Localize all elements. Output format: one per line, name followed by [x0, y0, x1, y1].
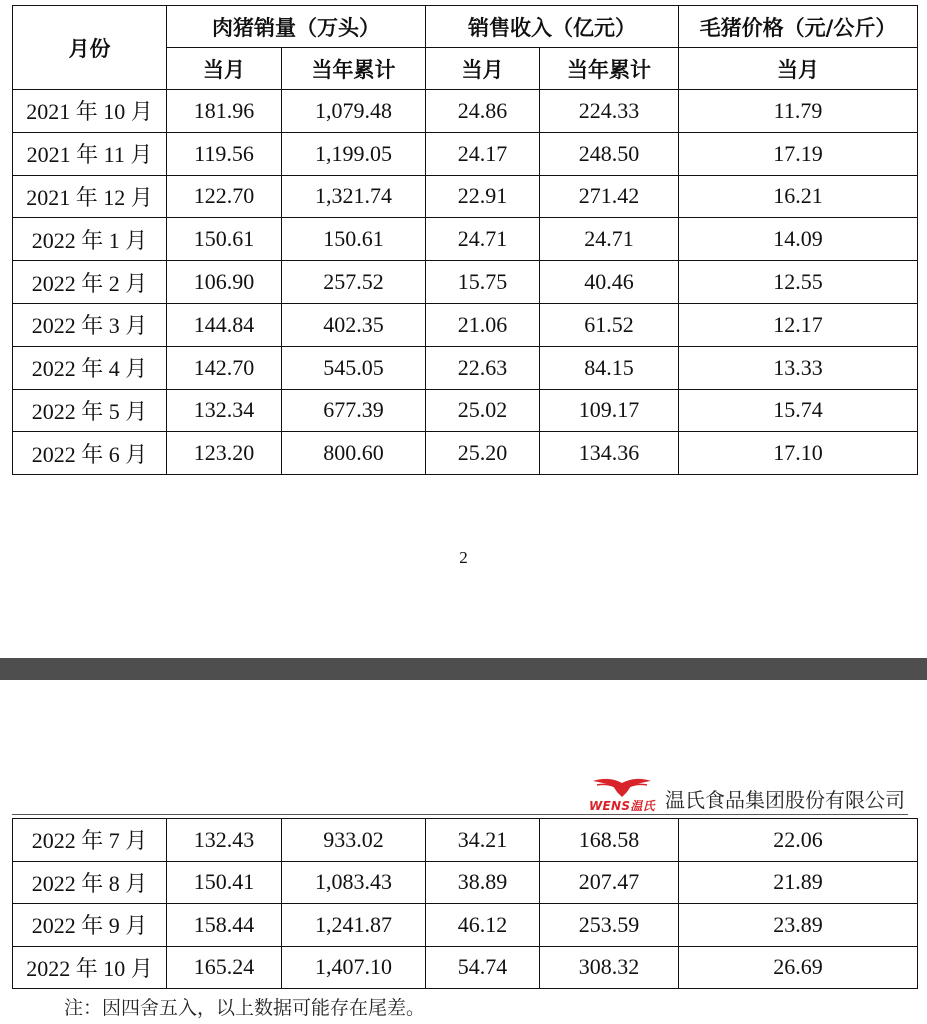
volume-ytd-cell: 1,407.10 [282, 946, 426, 989]
price-current-cell: 21.89 [679, 861, 918, 904]
month-cell: 2022 年 1 月 [13, 218, 167, 261]
price-current-cell: 14.09 [679, 218, 918, 261]
header-month: 月份 [13, 6, 167, 90]
table-row [13, 175, 918, 218]
month-cell: 2021 年 12 月 [13, 175, 167, 218]
month-cell: 2022 年 6 月 [13, 432, 167, 475]
revenue-current-cell: 25.20 [426, 432, 540, 475]
volume-current-cell: 181.96 [167, 90, 282, 133]
table-row [13, 218, 918, 261]
revenue-ytd-cell: 24.71 [540, 218, 679, 261]
volume-ytd-cell: 257.52 [282, 261, 426, 304]
volume-current-cell: 142.70 [167, 346, 282, 389]
price-current-cell: 26.69 [679, 946, 918, 989]
volume-ytd-cell: 1,321.74 [282, 175, 426, 218]
company-logo [589, 776, 655, 814]
revenue-current-cell: 24.71 [426, 218, 540, 261]
volume-ytd-cell: 545.05 [282, 346, 426, 389]
revenue-current-cell: 54.74 [426, 946, 540, 989]
volume-ytd-cell: 1,079.48 [282, 90, 426, 133]
price-current-cell: 22.06 [679, 819, 918, 862]
revenue-ytd-cell: 134.36 [540, 432, 679, 475]
header-rule [12, 814, 908, 815]
table-row [13, 90, 918, 133]
table-row [13, 389, 918, 432]
revenue-ytd-cell: 109.17 [540, 389, 679, 432]
volume-current-cell: 158.44 [167, 904, 282, 947]
price-current-cell: 15.74 [679, 389, 918, 432]
sales-table-part-1 [12, 5, 918, 475]
volume-current-cell: 150.41 [167, 861, 282, 904]
volume-ytd-cell: 150.61 [282, 218, 426, 261]
table-row [13, 346, 918, 389]
month-cell: 2021 年 11 月 [13, 132, 167, 175]
header-sales-volume: 肉猪销量（万头） [167, 6, 426, 48]
eagle-logo-icon [591, 776, 653, 798]
month-cell: 2022 年 8 月 [13, 861, 167, 904]
header-price: 毛猪价格（元/公斤） [679, 6, 918, 48]
volume-ytd-cell: 1,083.43 [282, 861, 426, 904]
revenue-current-cell: 15.75 [426, 261, 540, 304]
revenue-current-cell: 24.17 [426, 132, 540, 175]
table-row [13, 946, 918, 989]
month-cell: 2022 年 10 月 [13, 946, 167, 989]
revenue-ytd-cell: 253.59 [540, 904, 679, 947]
revenue-current-cell: 25.02 [426, 389, 540, 432]
revenue-current-cell: 46.12 [426, 904, 540, 947]
revenue-ytd-cell: 207.47 [540, 861, 679, 904]
month-cell: 2021 年 10 月 [13, 90, 167, 133]
price-current-cell: 12.55 [679, 261, 918, 304]
month-cell: 2022 年 3 月 [13, 303, 167, 346]
revenue-ytd-cell: 224.33 [540, 90, 679, 133]
revenue-ytd-cell: 84.15 [540, 346, 679, 389]
header-revenue-current-month: 当月 [426, 48, 540, 90]
footnote: 注：因四舍五入，以上数据可能存在尾差。 [64, 997, 426, 1019]
revenue-current-cell: 34.21 [426, 819, 540, 862]
price-current-cell: 17.10 [679, 432, 918, 475]
table-row [13, 261, 918, 304]
volume-ytd-cell: 933.02 [282, 819, 426, 862]
page-number: 2 [459, 548, 468, 567]
month-cell: 2022 年 2 月 [13, 261, 167, 304]
volume-ytd-cell: 402.35 [282, 303, 426, 346]
document-page-2 [0, 680, 927, 1024]
month-cell: 2022 年 7 月 [13, 819, 167, 862]
header-price-current-month: 当月 [679, 48, 918, 90]
revenue-ytd-cell: 61.52 [540, 303, 679, 346]
table-row [13, 819, 918, 862]
volume-current-cell: 144.84 [167, 303, 282, 346]
table-row [13, 904, 918, 947]
header-revenue: 销售收入（亿元） [426, 6, 679, 48]
revenue-current-cell: 22.91 [426, 175, 540, 218]
volume-current-cell: 122.70 [167, 175, 282, 218]
revenue-current-cell: 21.06 [426, 303, 540, 346]
volume-ytd-cell: 800.60 [282, 432, 426, 475]
volume-ytd-cell: 677.39 [282, 389, 426, 432]
price-current-cell: 12.17 [679, 303, 918, 346]
table-row [13, 132, 918, 175]
price-current-cell: 11.79 [679, 90, 918, 133]
company-name: 温氏食品集团股份有限公司 [665, 788, 905, 812]
volume-ytd-cell: 1,241.87 [282, 904, 426, 947]
revenue-ytd-cell: 168.58 [540, 819, 679, 862]
volume-current-cell: 119.56 [167, 132, 282, 175]
revenue-current-cell: 22.63 [426, 346, 540, 389]
revenue-ytd-cell: 271.42 [540, 175, 679, 218]
volume-current-cell: 165.24 [167, 946, 282, 989]
volume-ytd-cell: 1,199.05 [282, 132, 426, 175]
header-revenue-ytd: 当年累计 [540, 48, 679, 90]
revenue-current-cell: 38.89 [426, 861, 540, 904]
table-row [13, 861, 918, 904]
month-cell: 2022 年 5 月 [13, 389, 167, 432]
sales-table-part-2 [12, 818, 918, 989]
revenue-ytd-cell: 308.32 [540, 946, 679, 989]
revenue-current-cell: 24.86 [426, 90, 540, 133]
volume-current-cell: 150.61 [167, 218, 282, 261]
table-row [13, 432, 918, 475]
revenue-ytd-cell: 40.46 [540, 261, 679, 304]
header-volume-current-month: 当月 [167, 48, 282, 90]
price-current-cell: 23.89 [679, 904, 918, 947]
volume-current-cell: 132.34 [167, 389, 282, 432]
table-row [13, 303, 918, 346]
table-body-part-2 [13, 819, 918, 989]
header-volume-ytd: 当年累计 [282, 48, 426, 90]
volume-current-cell: 123.20 [167, 432, 282, 475]
price-current-cell: 13.33 [679, 346, 918, 389]
page-separator [0, 658, 927, 680]
company-header [589, 768, 905, 814]
logo-wordmark: WENS温氏 [589, 799, 655, 813]
revenue-ytd-cell: 248.50 [540, 132, 679, 175]
month-cell: 2022 年 4 月 [13, 346, 167, 389]
table-body-part-1 [13, 90, 918, 475]
month-cell: 2022 年 9 月 [13, 904, 167, 947]
price-current-cell: 17.19 [679, 132, 918, 175]
volume-current-cell: 132.43 [167, 819, 282, 862]
price-current-cell: 16.21 [679, 175, 918, 218]
volume-current-cell: 106.90 [167, 261, 282, 304]
